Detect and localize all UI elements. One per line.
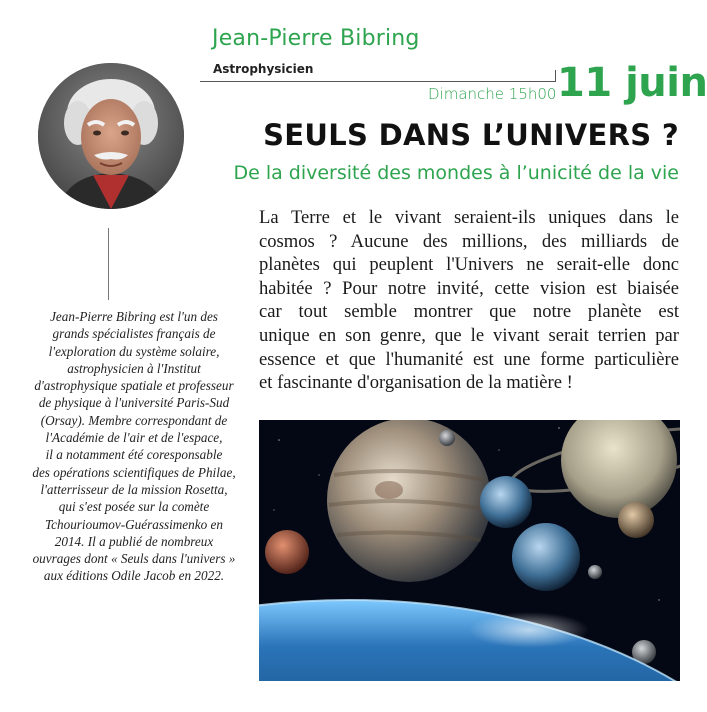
event-time: Dimanche 15h00	[428, 85, 557, 103]
intro-line: car tout semble montrer que notre planète est	[259, 301, 679, 323]
speaker-role: Astrophysicien	[213, 62, 314, 76]
bio-line: Tchourioumov-Guérassimenko en	[45, 516, 223, 532]
bio-line: Jean-Pierre Bibring est l'un des	[50, 309, 218, 324]
bio-line: l'exploration du système solaire,	[48, 343, 220, 359]
speaker-name: Jean-Pierre Bibring	[212, 26, 420, 51]
bio-line: qui s'est posée sur la comète	[58, 499, 210, 515]
speaker-bio	[6, 308, 262, 585]
event-date: 11 juin	[557, 60, 707, 106]
intro-paragraph	[259, 206, 679, 395]
intro-line: essence et que l'humanité est une forme particulière	[259, 348, 679, 370]
bio-line: l'Académie de l'air et de l'espace,	[45, 430, 223, 446]
bio-line: 2014. Il a publié de nombreux	[54, 533, 214, 549]
speaker-portrait	[38, 63, 184, 209]
bio-line: de physique à l'université Paris-Sud	[38, 395, 230, 411]
intro-line: planètes qui peuplent l'Univers ne serait-elle donc	[259, 254, 679, 276]
bio-line: ouvrages dont « Seuls dans l'univers »	[32, 551, 236, 567]
bio-line: il a notamment été coresponsable	[45, 447, 223, 463]
side-divider	[108, 228, 109, 300]
event-subtitle: De la diversité des mondes à l’unicité de la vie	[233, 162, 679, 184]
bio-line: aux éditions Odile Jacob en 2022.	[43, 568, 225, 584]
bio-line: d'astrophysique spatiale et professeur	[34, 378, 234, 394]
header-divider	[200, 81, 556, 82]
intro-line: habitée ? Pour notre invité, cette vision est biaisée	[259, 277, 679, 299]
planets-image	[259, 420, 680, 681]
bio-line: grands spécialistes français de	[52, 326, 216, 342]
intro-line: La Terre et le vivant seraient-ils uniques dans le	[259, 207, 679, 228]
bio-line: astrophysicien à l'Institut	[67, 360, 201, 376]
event-title: SEULS DANS L’UNIVERS ?	[263, 118, 679, 152]
bio-line: (Orsay). Membre correspondant de	[40, 412, 228, 428]
intro-line: unique en son genre, que le vivant serait terrien par	[259, 324, 679, 346]
bio-line: l'atterrisseur de la mission Rosetta,	[40, 481, 228, 497]
bio-line: des opérations scientifiques de Philae,	[32, 464, 236, 480]
intro-line: cosmos ? Aucune des millions, des milliards de	[259, 230, 679, 252]
header-divider-tick	[555, 70, 556, 82]
intro-line: et fascinante d'organisation de la matière !	[259, 372, 573, 394]
